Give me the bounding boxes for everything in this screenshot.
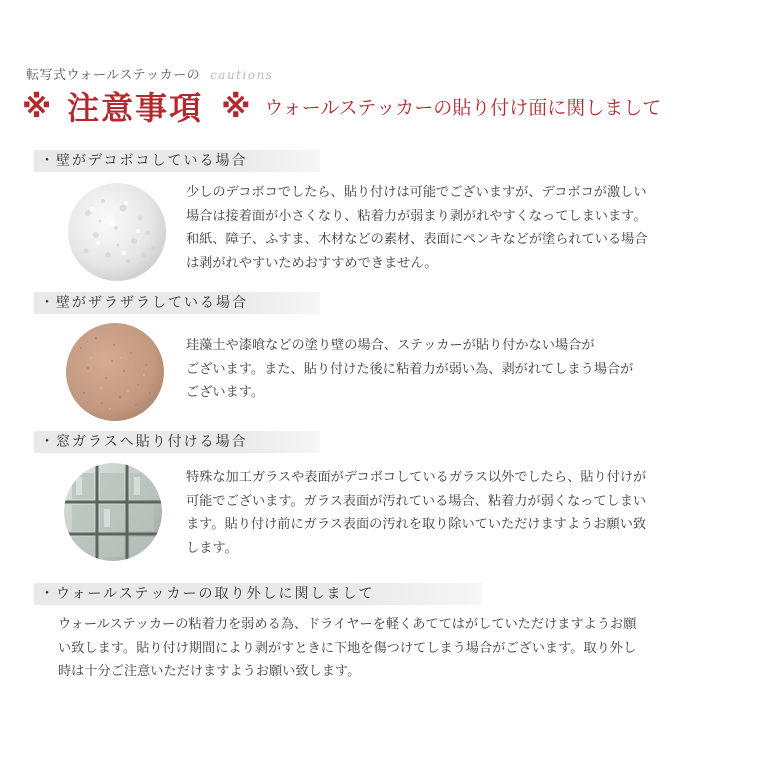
text-line: ます。貼り付け前にガラス表面の汚れを取り除いていただけますようお願い致 bbox=[186, 517, 647, 532]
section-body-rough-wall bbox=[186, 334, 633, 405]
page-title-row bbox=[22, 86, 742, 130]
section-heading-window-glass: ・窓ガラスへ貼り付ける場合 bbox=[34, 431, 320, 453]
text-line: 特殊な加工ガラスや表面がデコボコしているガラス以外でしたら、貼り付けが bbox=[186, 470, 647, 485]
text-line: い致します。貼り付け期間により剥がすときに下地を傷つけてしまう場合がございます。取り外し bbox=[58, 640, 637, 656]
page-subtitle bbox=[26, 64, 273, 83]
window-glass-image bbox=[64, 463, 162, 561]
text-line: ございます。また、貼り付けた後に粘着力が弱い為、剥がれてしまう場合が bbox=[186, 361, 634, 377]
bumpy-wall-image bbox=[68, 183, 166, 281]
text-line: ウォールステッカーの粘着力を弱める為、ドライヤーを軽くあててはがしていただけますようお願 bbox=[58, 617, 637, 632]
reference-mark-left: ※ bbox=[22, 90, 52, 125]
reference-mark-right: ※ bbox=[221, 90, 251, 125]
section-heading-rough-wall: ・壁がザラザラしている場合 bbox=[34, 292, 320, 314]
text-line: は剥がれやすいためおすすめできません。 bbox=[186, 255, 438, 271]
section-body-window-glass bbox=[186, 466, 646, 560]
section-heading-removal: ・ウォールステッカーの取り外しに関しまして bbox=[34, 583, 482, 605]
text-line: します。 bbox=[186, 540, 238, 556]
text-line: 可能でございます。ガラス表面が汚れている場合、粘着力が弱くなってしまい bbox=[186, 493, 647, 509]
text-line: 少しのデコボコでしたら、貼り付けは可能でございますが、デコボコが激しい bbox=[186, 185, 647, 200]
text-line: ございます。 bbox=[186, 385, 265, 400]
page-title-subtitle: ウォールステッカーの貼り付け面に関しまして bbox=[264, 96, 662, 119]
page-title: 注意事項 bbox=[67, 89, 204, 127]
section-body-removal bbox=[58, 613, 636, 684]
text-line: 和紙、障子、ふすま、木材などの素材、表面にペンキなどが塗られている場合 bbox=[186, 232, 648, 247]
section-heading-bumpy-wall: ・壁がデコボコしている場合 bbox=[34, 150, 320, 172]
subtitle-text: 転写式ウォールステッカーの bbox=[26, 68, 201, 83]
subtitle-script-text: cautions bbox=[210, 68, 274, 82]
section-body-bumpy-wall bbox=[186, 181, 648, 275]
text-line: 場合は接着面が小さくなり、粘着力が弱まり剥がれやすくなってしまいます。 bbox=[186, 208, 647, 224]
text-line: 時は十分ご注意いただけますようお願い致します。 bbox=[58, 664, 361, 679]
text-line: 珪藻土や漆喰などの塗り壁の場合、ステッカーが貼り付かない場合が bbox=[186, 338, 595, 353]
rough-plaster-image bbox=[66, 323, 164, 421]
